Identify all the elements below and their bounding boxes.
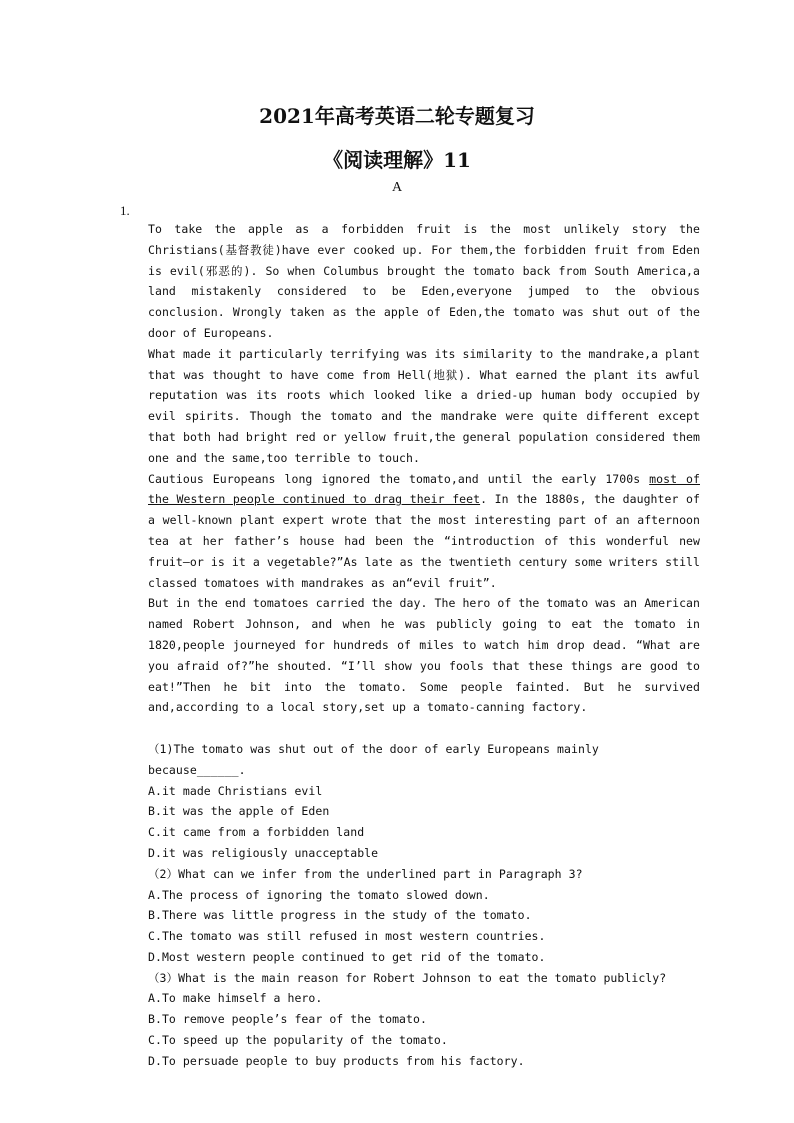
question-1-option-b: B.it was the apple of Eden	[148, 804, 330, 819]
question-number: 1.	[120, 203, 130, 218]
underlined-phrase: most of the Western people continued to drag their feet	[148, 471, 700, 507]
passage-paragraph-3	[148, 469, 700, 594]
reading-content	[148, 219, 700, 1072]
question-3-option-a: A.To make himself a hero.	[148, 991, 323, 1006]
question-1-option-a: A.it made Christians evil	[148, 783, 323, 798]
question-2-stem: （2）What can we infer from the underlined part in Paragraph 3?	[148, 866, 583, 881]
spacer	[148, 718, 700, 739]
passage-paragraph-2: What made it particularly terrifying was its similarity to the mandrake,a plant that was thought to have come from Hell(地狱). What earned the plant its awful reputation was its roots which looked like a dried-up human body occupied by evil spirits. Though the tomato and the mandrake were quite different except that both had bright red or yellow fruit,the general population considered them one and the same,too terrible to touch.	[148, 346, 700, 465]
question-1-option-c: C.it came from a forbidden land	[148, 825, 365, 840]
question-1-option-d: D.it was religiously unacceptable	[148, 845, 379, 860]
question-2-option-c: C.The tomato was still refused in most western countries.	[148, 929, 546, 944]
question-3-option-b: B.To remove people’s fear of the tomato.	[148, 1012, 427, 1027]
paragraph-3-rest: . In the 1880s, the daughter of a well-known plant expert wrote that the most interesting part of an afternoon tea at her father’s house had been the “introduction of this wonderful new fruit—or is it a vegetable?”As late as the twentieth century some writers still classed tomatoes with mandrakes as an“evil fruit”.	[148, 492, 700, 590]
question-2-option-d: D.Most western people continued to get rid of the tomato.	[148, 949, 546, 964]
question-2-option-b: B.There was little progress in the study of the tomato.	[148, 908, 532, 923]
question-3-option-d: D.To persuade people to buy products from his factory.	[148, 1053, 525, 1068]
question-3-stem: （3）What is the main reason for Robert Johnson to eat the tomato publicly?	[148, 970, 667, 985]
passage-paragraph-1: To take the apple as a forbidden fruit is the most unlikely story the Christians(基督教徒)have ever cooked up. For them,the forbidden fruit from Eden is evil(邪恶的). So when Columbus brought the tomato back from South America,a land mistakenly considered to be Eden,everyone jumped to the obvious conclusion. Wrongly taken as the apple of Eden,the tomato was shut out of the door of Europeans.	[148, 222, 700, 340]
document-subtitle: 《阅读理解》11	[323, 148, 471, 172]
passage-paragraph-4: But in the end tomatoes carried the day. The hero of the tomato was an American named Robert Johnson, and when he was publicly going to eat the tomato in 1820,people journeyed for hundreds of miles to watch him drop dead. “What are you afraid of?”he shouted. “I’ll show you fools that these things are good to eat!”Then he bit into the tomato. Some people fainted. But he survived and,according to a local story,set up a tomato-canning factory.	[148, 596, 700, 715]
question-3-option-c: C.To speed up the popularity of the tomato.	[148, 1033, 448, 1048]
question-1-stem: （1)The tomato was shut out of the door of early Europeans mainly because______.	[148, 741, 606, 777]
document-title: 2021年高考英语二轮专题复习	[259, 104, 535, 128]
section-label: A	[391, 180, 403, 195]
paragraph-3-intro: Cautious Europeans long ignored the tomato,and until the early 1700s	[148, 471, 650, 486]
question-2-option-a: A.The process of ignoring the tomato slowed down.	[148, 887, 490, 902]
